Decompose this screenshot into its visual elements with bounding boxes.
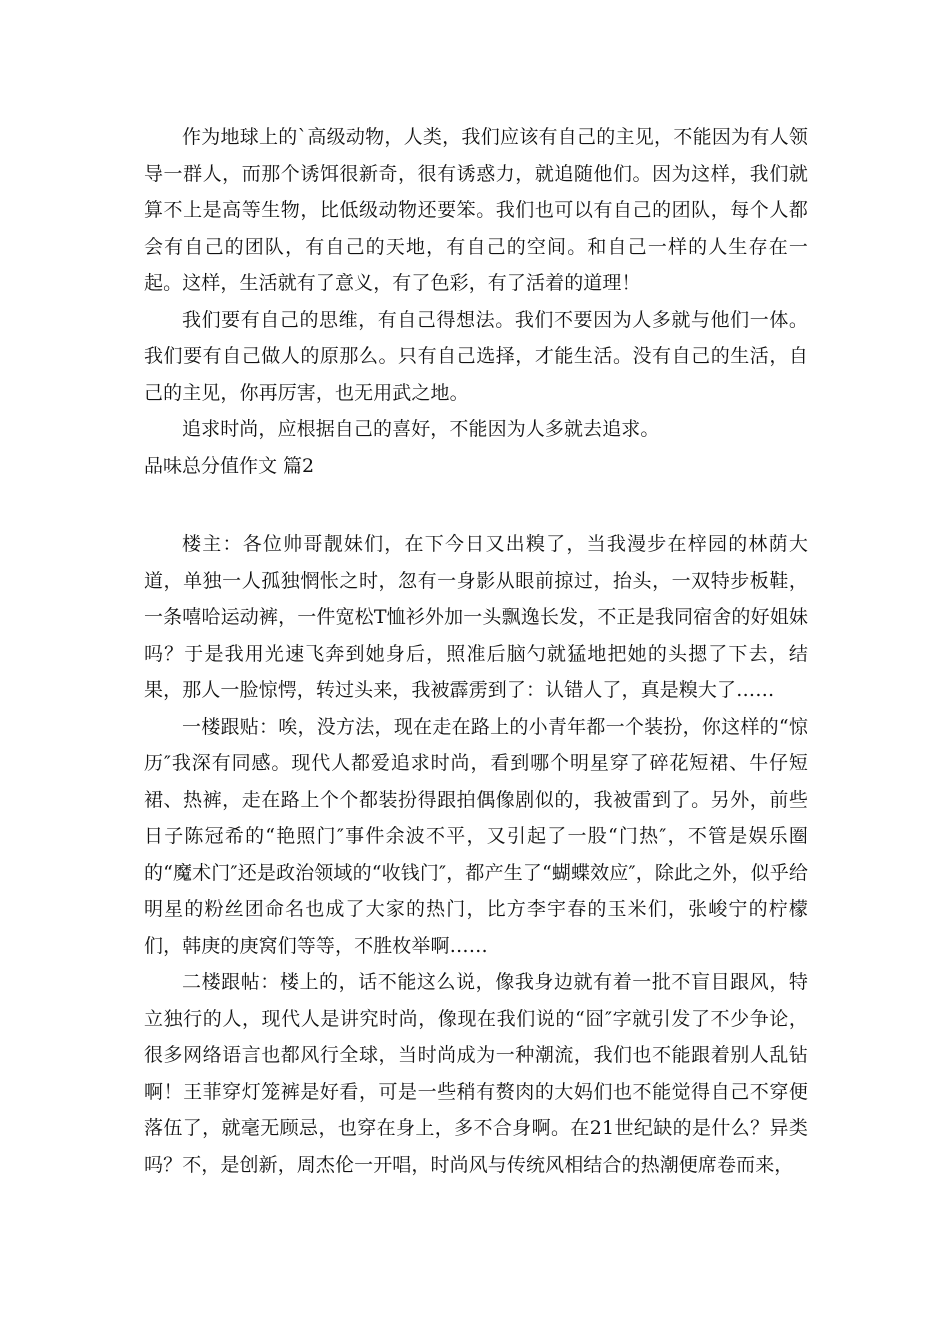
paragraph-1: 作为地球上的`高级动物，人类，我们应该有自己的主见，不能因为有人领导一群人，而那个诱饵很新奇，很有诱惑力，就追随他们。因为这样，我们就算不上是高等生物，比低级动物还要笨。我们也可以有自己的团队，每个人都会有自己的团队，有自己的天地，有自己的空间。和自己一样的人生存在一起。这样，生活就有了意义，有了色彩，有了活着的道理！: [144, 126, 808, 294]
paragraph-6: 二楼跟帖：楼上的，话不能这么说，像我身边就有着一批不盲目跟风，特立独行的人，现代人是讲究时尚，像现在我们说的“囧″字就引发了不少争论，很多网络语言也都风行全球，当时尚成为一种潮流，我们也不能跟着别人乱钻啊！王菲穿灯笼裤是好看，可是一些稍有赘肉的大妈们也不能觉得自己不穿便落伍了，就毫无顾忌，也穿在身上，多不合身啊。在21世纪缺的是什么？异类吗？不，是创新，周杰伦一开唱，时尚风与传统风相结合的热潮便席卷而来，: [144, 971, 808, 1176]
paragraph-5: 一楼跟贴：唉，没方法，现在走在路上的小青年都一个装扮，你这样的“惊历″我深有同感。现代人都爱追求时尚，看到哪个明星穿了碎花短裙、牛仔短裙、热裤，走在路上个个都装扮得跟拍偶像剧似的，我被雷到了。另外，前些日子陈冠希的“艳照门″事件余波不平，又引起了一股“门热″，不管是娱乐圈的“魔术门″还是政治领域的“收钱门″，都产生了“蝴蝶效应″，除此之外，似乎给明星的粉丝团命名也成了大家的热门，比方李宇春的玉米们，张峻宁的柠檬们，韩庚的庚窝们等等，不胜枚举啊……: [144, 715, 808, 957]
paragraph-4: 楼主：各位帅哥靓妹们，在下今日又出糗了，当我漫步在梓园的林荫大道，单独一人孤独惘怅之时，忽有一身影从眼前掠过，抬头，一双特步板鞋，一条嘻哈运动裤，一件宽松T恤衫外加一头飘逸长发，不正是我同宿舍的好姐妹吗？于是我用光速飞奔到她身后，照准后脑勺就猛地把她的头摁了下去，结果，那人一脸惊愕，转过头来，我被霹雳到了：认错人了，真是糗大了……: [144, 533, 808, 701]
paragraph-3: 追求时尚，应根据自己的喜好，不能因为人多就去追求。: [182, 418, 660, 440]
document-body: [144, 119, 808, 1183]
section-title: 品味总分值作文 篇2: [144, 454, 315, 477]
paragraph-2: 我们要有自己的思维，有自己得想法。我们不要因为人多就与他们一体。我们要有自己做人的原那么。只有自己选择，才能生活。没有自己的生活，自己的主见，你再厉害，也无用武之地。: [144, 308, 808, 404]
